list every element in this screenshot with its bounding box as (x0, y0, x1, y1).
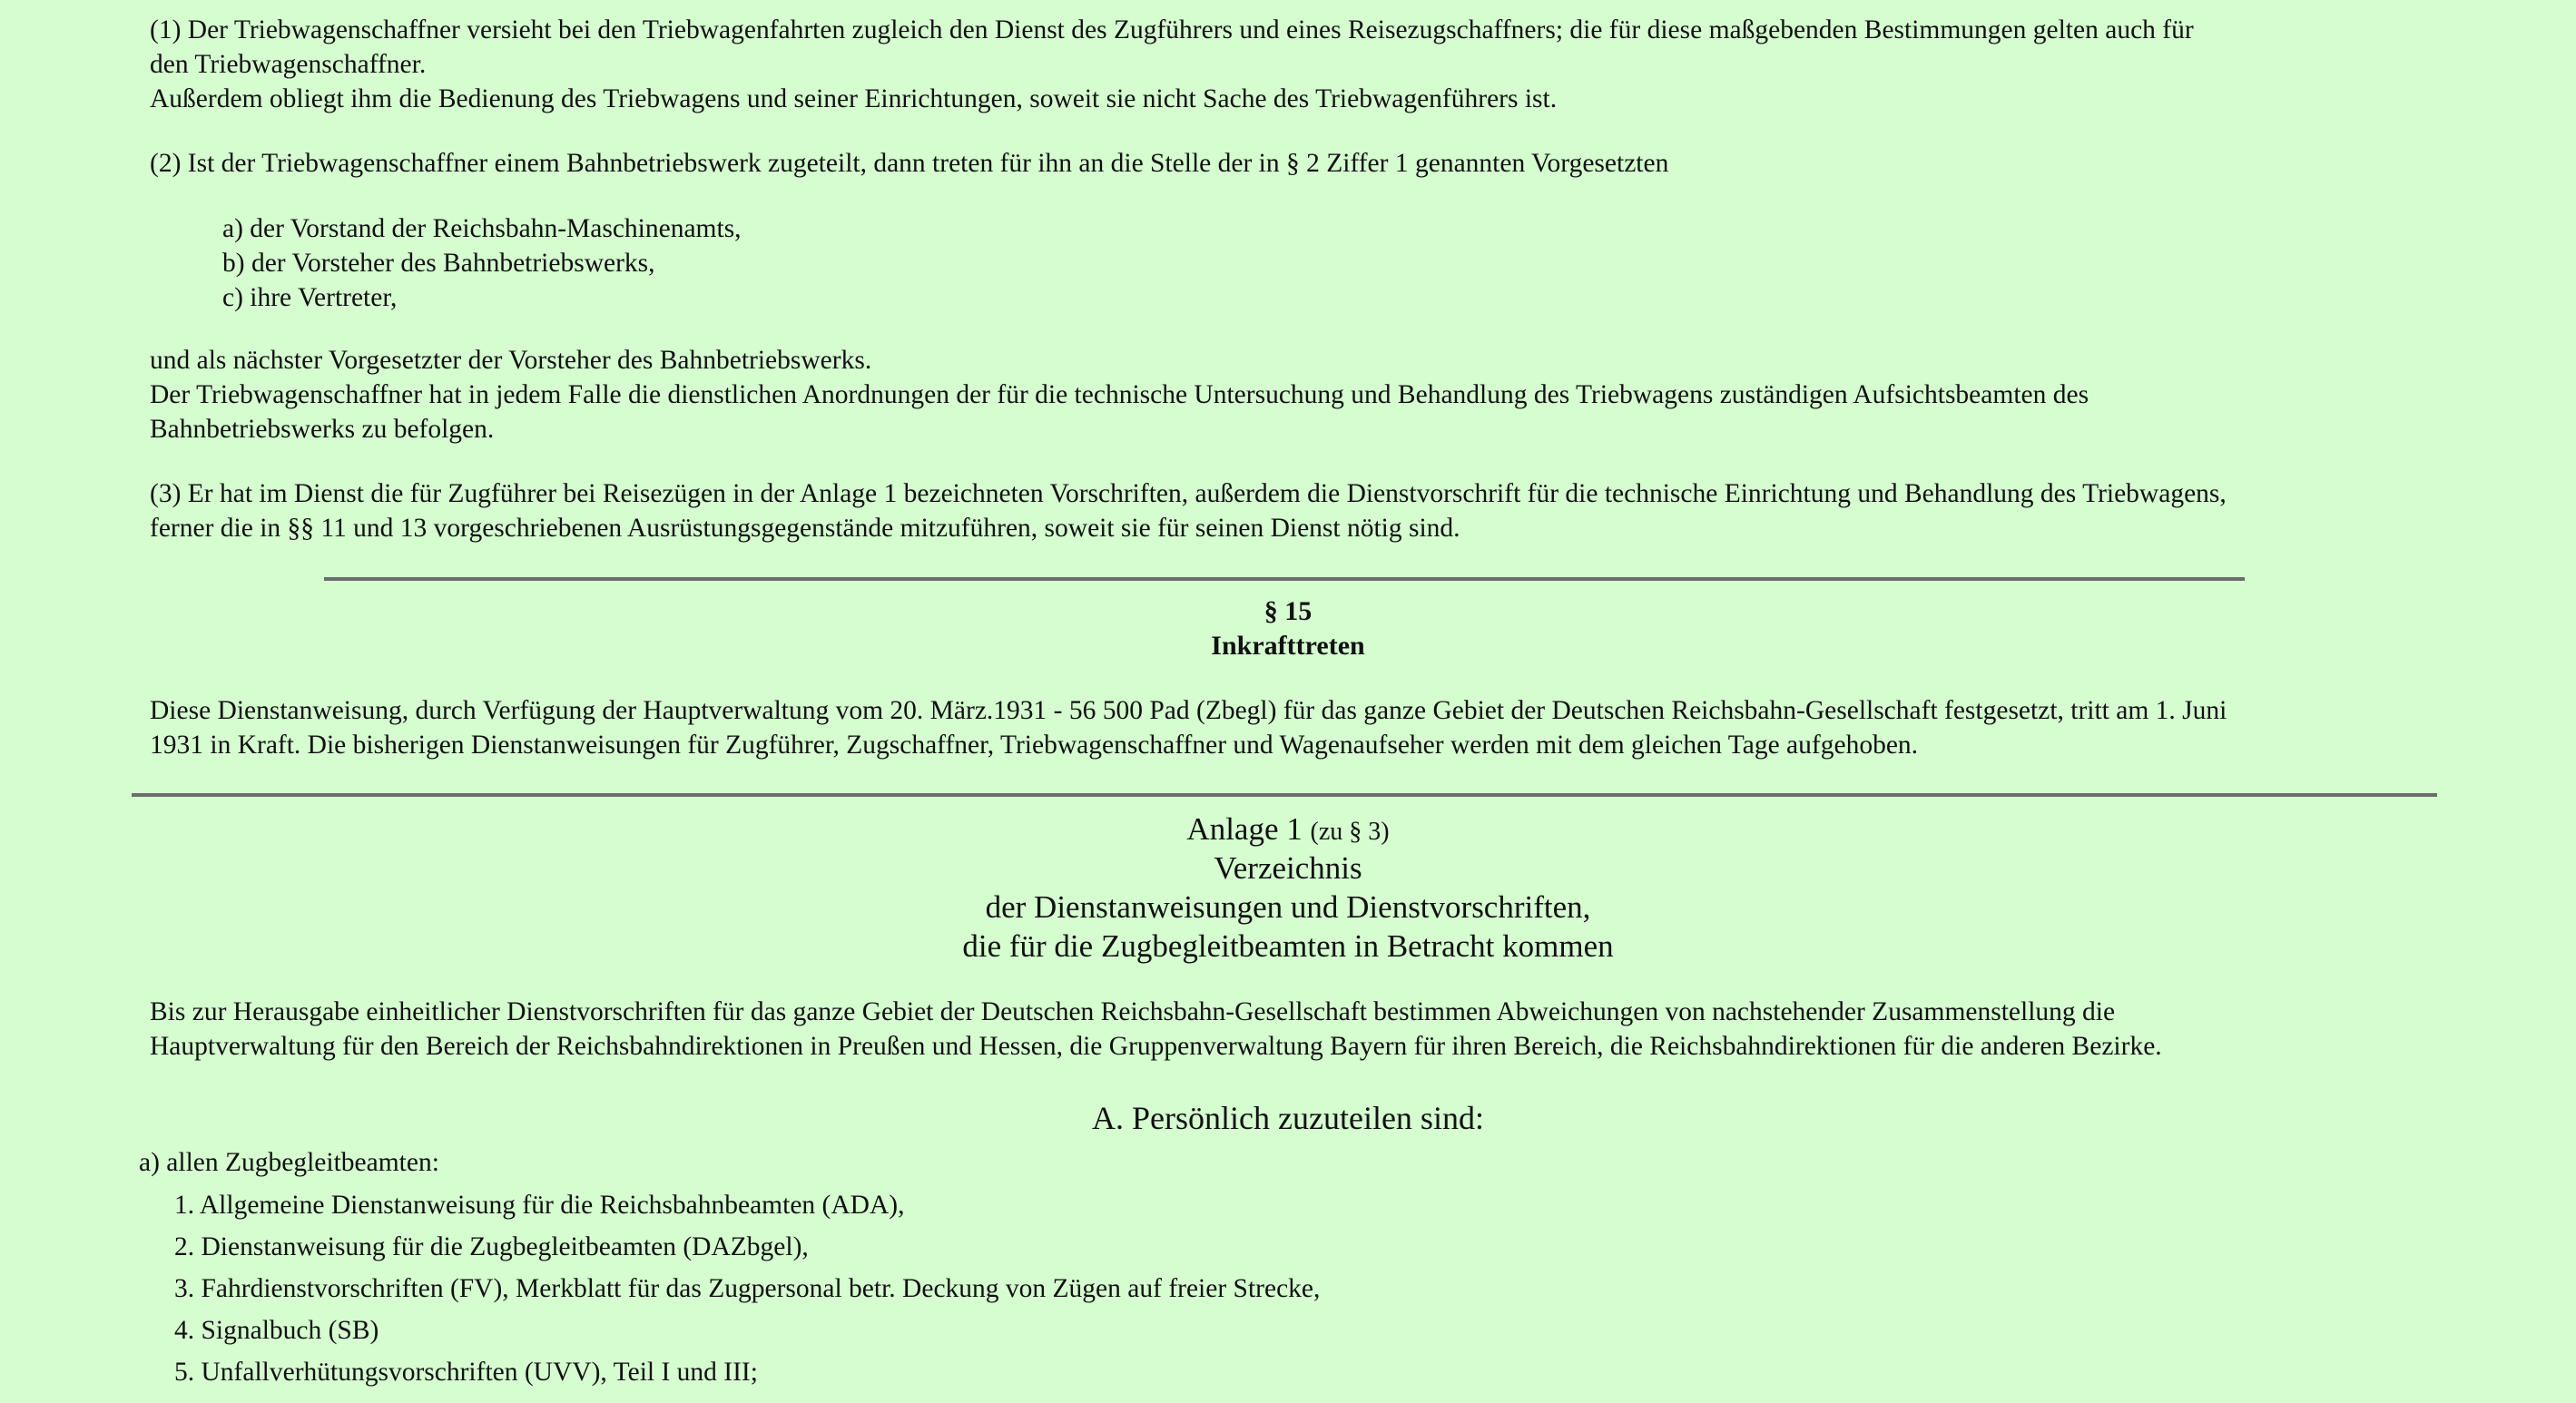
paragraph-line: den Triebwagenschaffner. (150, 50, 427, 79)
list-item: 4. Signalbuch (SB) (174, 1316, 379, 1345)
regulation-list (174, 1184, 1320, 1393)
paragraph-line: Der Triebwagenschaffner hat in jedem Falle die dienstlichen Anordnungen der für die technische Untersuchung und Behandlung des Triebwagens zuständigen Aufsichtsbeamten des (150, 380, 2089, 409)
paragraph-line: (2) Ist der Triebwagenschaffner einem Bahnbetriebswerk zugeteilt, dann treten für ihn an die Stelle der in § 2 Ziffer 1 genannten Vorgesetzten (150, 149, 1669, 178)
annex-reference: (zu § 3) (1310, 818, 1390, 846)
paragraph-line: ferner die in §§ 11 und 13 vorgeschriebenen Ausrüstungsgegenstände mitzuführen, soweit sie für seinen Dienst nötig sind. (150, 514, 1460, 543)
paragraph-14-2 (150, 146, 2455, 181)
section-title: Inkrafttreten (1211, 631, 1365, 661)
annex-title-line: die für die Zugbegleitbeamten in Betracht kommen (962, 928, 1614, 964)
paragraph-line: Hauptverwaltung für den Bereich der Reichsbahndirektionen in Preußen und Hessen, die Gruppenverwaltung Bayern für ihren Bereich, die Reichsbahndirektionen für die anderen Bezirke. (150, 1032, 2162, 1061)
section-a-heading: A. Persönlich zuzuteilen sind: (1092, 1100, 1484, 1136)
paragraph-line: Diese Dienstanweisung, durch Verfügung der Hauptverwaltung vom 20. März.1931 - 56 500 Pad (Zbegl) für das ganze Gebiet der Deutschen Reichsbahn-Gesellschaft festgesetzt, tritt am 1. Juni (150, 696, 2227, 725)
paragraph-line: Bis zur Herausgabe einheitlicher Dienstvorschriften für das ganze Gebiet der Deutschen Reichsbahn-Gesellschaft bestimmen Abweichungen von nachstehender Zusammenstellung die (150, 997, 2116, 1026)
list-item: c) ihre Vertreter, (222, 283, 398, 312)
annex-title-line: der Dienstanweisungen und Dienstvorschriften, (985, 889, 1591, 925)
paragraph-14-1 (150, 13, 2455, 116)
paragraph-14-3 (150, 476, 2455, 545)
divider (324, 577, 2245, 581)
list-item: 2. Dienstanweisung für die Zugbegleitbeamten (DAZbgel), (174, 1232, 809, 1261)
annex-title-line: Verzeichnis (1214, 850, 1362, 886)
sub-heading-a: a) allen Zugbegleitbeamten: (139, 1148, 439, 1177)
list-item: a) der Vorstand der Reichsbahn-Maschinenamts, (222, 214, 742, 243)
list-item: 5. Unfallverhütungsvorschriften (UVV), Teil I und III; (174, 1358, 758, 1387)
paragraph-line: und als nächster Vorgesetzter der Vorsteher des Bahnbetriebswerks. (150, 346, 872, 375)
annex-label (0, 809, 2576, 852)
divider (132, 793, 2437, 797)
list-item: 3. Fahrdienstvorschriften (FV), Merkblatt für das Zugpersonal betr. Deckung von Zügen auf freier Strecke, (174, 1274, 1321, 1303)
list-item: b) der Vorsteher des Bahnbetriebswerks, (222, 249, 655, 278)
supervisor-list (222, 211, 742, 315)
annex-number: Anlage 1 (1186, 811, 1303, 847)
annex-intro (150, 995, 2455, 1064)
paragraph-line: (1) Der Triebwagenschaffner versieht bei den Triebwagenfahrten zugleich den Dienst des Zugführers und eines Reisezugschaffners; die für diese maßgebenden Bestimmungen gelten auch für (150, 15, 2194, 44)
paragraph-14-2-continued (150, 343, 2455, 446)
section-number: § 15 (1263, 596, 1313, 626)
paragraph-line: (3) Er hat im Dienst die für Zugführer bei Reisezügen in der Anlage 1 bezeichneten Vorschriften, außerdem die Dienstvorschrift für die technische Einrichtung und Behandlung des Triebwagens, (150, 479, 2227, 508)
paragraph-line: Bahnbetriebswerks zu befolgen. (150, 415, 495, 444)
paragraph-line: 1931 in Kraft. Die bisherigen Dienstanweisungen für Zugführer, Zugschaffner, Triebwagenschaffner und Wagenaufseher werden mit dem gleichen Tage aufgehoben. (150, 731, 1919, 760)
list-item: 1. Allgemeine Dienstanweisung für die Reichsbahnbeamten (ADA), (174, 1191, 905, 1220)
section-15-text (150, 693, 2455, 762)
paragraph-line: Außerdem obliegt ihm die Bedienung des Triebwagens und seiner Einrichtungen, soweit sie nicht Sache des Triebwagenführers ist. (150, 84, 1558, 113)
